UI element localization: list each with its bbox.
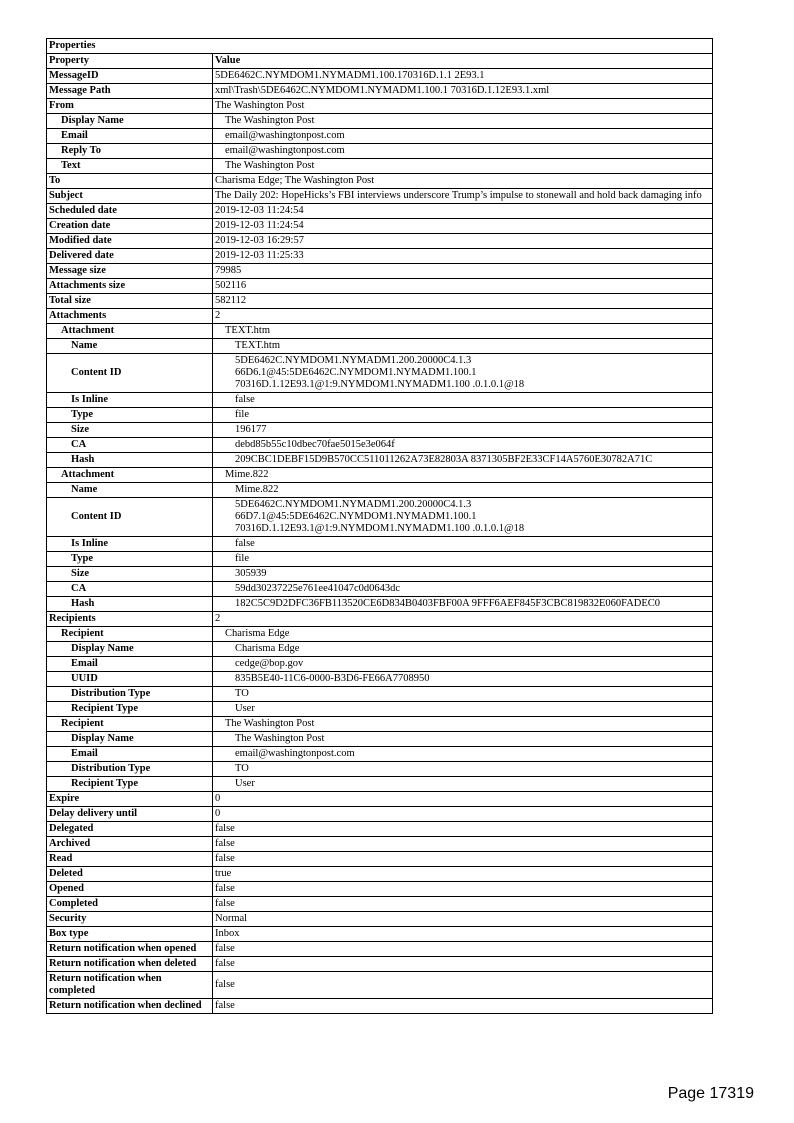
property-name: Display Name [47,642,213,657]
property-name: Content ID [47,498,213,537]
property-name: Text [47,159,213,174]
property-name: Attachment [47,324,213,339]
table-row [47,84,713,99]
table-row [47,972,713,999]
property-value: true [213,867,713,882]
table-row [47,792,713,807]
property-name: Is Inline [47,393,213,408]
property-name: Name [47,339,213,354]
property-value: 196177 [213,423,713,438]
property-value: 582112 [213,294,713,309]
table-row [47,189,713,204]
property-name: Recipient Type [47,777,213,792]
property-value: false [213,999,713,1014]
property-name: Recipient [47,627,213,642]
table-row [47,597,713,612]
property-value: User [213,777,713,792]
property-name: Scheduled date [47,204,213,219]
property-name: CA [47,582,213,597]
property-name: Return notification when deleted [47,957,213,972]
property-value: The Washington Post [213,732,713,747]
property-value: Charisma Edge; The Washington Post [213,174,713,189]
table-row [47,552,713,567]
property-value: false [213,852,713,867]
property-value: 59dd30237225e761ee41047c0d0643dc [213,582,713,597]
property-value: 835B5E40-11C6-0000-B3D6-FE66A7708950 [213,672,713,687]
table-row [47,822,713,837]
property-name: Message Path [47,84,213,99]
property-name: Distribution Type [47,762,213,777]
property-name: Deleted [47,867,213,882]
table-row [47,777,713,792]
property-value: file [213,552,713,567]
property-value: false [213,822,713,837]
property-name: Recipients [47,612,213,627]
property-value: The Washington Post [213,159,713,174]
property-name: Total size [47,294,213,309]
property-name: Completed [47,897,213,912]
page-number: Page 17319 [667,1085,754,1102]
property-value: Charisma Edge [213,627,713,642]
property-name: Box type [47,927,213,942]
property-value: Mime.822 [213,483,713,498]
property-name: Message size [47,264,213,279]
table-row [47,294,713,309]
property-name: Hash [47,597,213,612]
property-value: false [213,942,713,957]
table-row [47,657,713,672]
property-value: The Washington Post [213,717,713,732]
property-value: xml\Trash\5DE6462C.NYMDOM1.NYMADM1.100.1 70316D.1.12E93.1.xml [213,84,713,99]
table-row [47,219,713,234]
property-name: Modified date [47,234,213,249]
property-name: Content ID [47,354,213,393]
property-value: 5DE6462C.NYMDOM1.NYMADM1.200.20000C4.1.3 66D6.1@45:5DE6462C.NYMDOM1.NYMADM1.100.1 70316D.1.12E93.1@1:9.NYMDOM1.NYMADM1.100 .0.1.0.1@18 [213,354,713,393]
table-row [47,747,713,762]
table-row [47,612,713,627]
property-value: false [213,393,713,408]
property-name: Opened [47,882,213,897]
property-value: Charisma Edge [213,642,713,657]
table-row [47,114,713,129]
property-value: false [213,537,713,552]
table-row [47,957,713,972]
table-row [47,144,713,159]
property-name: Archived [47,837,213,852]
table-row [47,537,713,552]
property-name: Email [47,129,213,144]
property-name: Subject [47,189,213,204]
property-name: CA [47,438,213,453]
property-name: Size [47,423,213,438]
property-name: Email [47,657,213,672]
property-value: The Washington Post [213,99,713,114]
table-row [47,807,713,822]
table-row [47,687,713,702]
table-row [47,204,713,219]
table-row [47,249,713,264]
property-value: 2 [213,612,713,627]
table-row [47,69,713,84]
property-name: Return notification when completed [47,972,213,999]
column-header-property: Property [47,54,213,69]
table-row [47,354,713,393]
table-row [47,867,713,882]
property-value: false [213,837,713,852]
property-value: 5DE6462C.NYMDOM1.NYMADM1.100.170316D.1.1 2E93.1 [213,69,713,84]
property-value: cedge@bop.gov [213,657,713,672]
property-value: TO [213,762,713,777]
table-row [47,99,713,114]
property-name: Attachments [47,309,213,324]
table-row [47,567,713,582]
table-row [47,339,713,354]
property-name: Distribution Type [47,687,213,702]
property-value: false [213,897,713,912]
table-row [47,423,713,438]
property-value: TEXT.htm [213,324,713,339]
property-name: Size [47,567,213,582]
property-value: 502116 [213,279,713,294]
table-row [47,852,713,867]
property-value: User [213,702,713,717]
table-row [47,483,713,498]
property-name: Display Name [47,732,213,747]
table-row [47,159,713,174]
property-value: TO [213,687,713,702]
property-value: 5DE6462C.NYMDOM1.NYMADM1.200.20000C4.1.3 66D7.1@45:5DE6462C.NYMDOM1.NYMADM1.100.1 70316D.1.12E93.1@1:9.NYMDOM1.NYMADM1.100 .0.1.0.1@18 [213,498,713,537]
table-row [47,174,713,189]
property-name: Name [47,483,213,498]
property-value: 2019-12-03 11:24:54 [213,219,713,234]
table-row [47,627,713,642]
table-row [47,309,713,324]
property-value: 182C5C9D2DFC36FB113520CE6D834B0403FBF00A 9FFF6AEF845F3CBC819832E060FADEC0 [213,597,713,612]
table-row [47,912,713,927]
table-row [47,927,713,942]
property-value: The Washington Post [213,114,713,129]
property-name: Attachments size [47,279,213,294]
property-value: email@washingtonpost.com [213,129,713,144]
property-name: Recipient [47,717,213,732]
property-value: TEXT.htm [213,339,713,354]
property-value: false [213,882,713,897]
property-name: Delay delivery until [47,807,213,822]
property-name: MessageID [47,69,213,84]
property-name: UUID [47,672,213,687]
property-name: Delegated [47,822,213,837]
property-value: email@washingtonpost.com [213,747,713,762]
table-row [47,129,713,144]
property-value: debd85b55c10dbec70fae5015e3e064f [213,438,713,453]
property-value: email@washingtonpost.com [213,144,713,159]
property-name: Hash [47,453,213,468]
table-row [47,264,713,279]
table-row [47,642,713,657]
table-row [47,393,713,408]
property-value: 2 [213,309,713,324]
property-value: Normal [213,912,713,927]
table-row [47,279,713,294]
property-value: Inbox [213,927,713,942]
table-row [47,324,713,339]
property-value: 2019-12-03 16:29:57 [213,234,713,249]
table-row [47,468,713,483]
table-row [47,762,713,777]
table-row [47,438,713,453]
table-row [47,837,713,852]
property-name: Is Inline [47,537,213,552]
table-row [47,897,713,912]
column-header-value: Value [213,54,713,69]
property-value: file [213,408,713,423]
property-name: Display Name [47,114,213,129]
property-name: Return notification when declined [47,999,213,1014]
property-name: Expire [47,792,213,807]
property-name: Recipient Type [47,702,213,717]
property-value: The Daily 202: HopeHicks’s FBI interviews underscore Trump’s impulse to stonewall and hold back damaging info [213,189,713,204]
table-title-row [47,39,713,54]
property-name: Creation date [47,219,213,234]
table-row [47,882,713,897]
table-row [47,408,713,423]
property-value: 0 [213,807,713,822]
table-row [47,702,713,717]
property-name: Attachment [47,468,213,483]
table-row [47,498,713,537]
table-row [47,453,713,468]
property-value: Mime.822 [213,468,713,483]
table-header-row [47,54,713,69]
properties-table-body [47,39,713,1014]
table-row [47,717,713,732]
table-title: Properties [47,39,713,54]
table-row [47,942,713,957]
property-name: Email [47,747,213,762]
property-value: 305939 [213,567,713,582]
table-row [47,582,713,597]
property-name: Delivered date [47,249,213,264]
property-value: 0 [213,792,713,807]
property-name: Return notification when opened [47,942,213,957]
property-value: 2019-12-03 11:25:33 [213,249,713,264]
table-row [47,732,713,747]
property-name: Type [47,408,213,423]
property-value: false [213,972,713,999]
property-name: Security [47,912,213,927]
property-value: 2019-12-03 11:24:54 [213,204,713,219]
property-name: From [47,99,213,114]
property-name: Type [47,552,213,567]
table-row [47,999,713,1014]
property-value: 79985 [213,264,713,279]
property-name: To [47,174,213,189]
property-value: 209CBC1DEBF15D9B570CC511011262A73E82803A 8371305BF2E33CF14A5760E30782A71C [213,453,713,468]
property-name: Reply To [47,144,213,159]
table-row [47,234,713,249]
table-row [47,672,713,687]
property-name: Read [47,852,213,867]
property-value: false [213,957,713,972]
properties-table [46,38,713,1014]
